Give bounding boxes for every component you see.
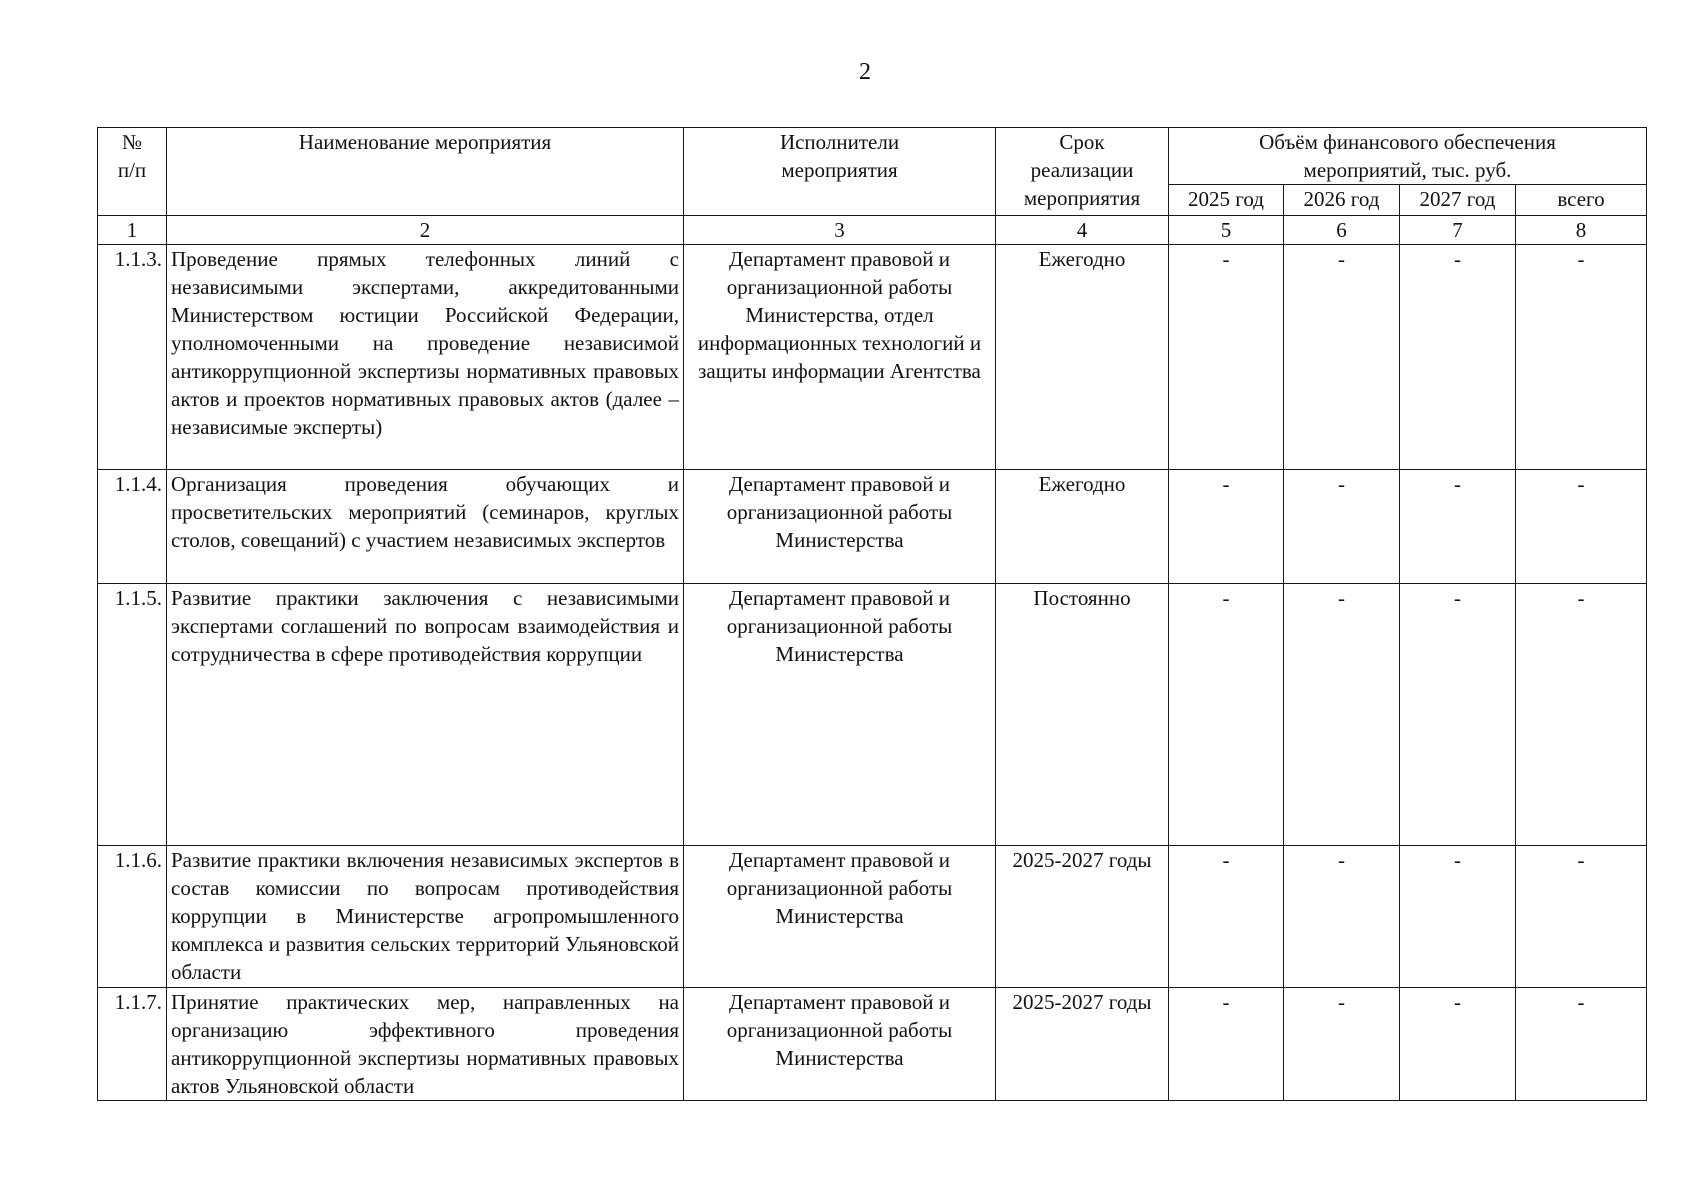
finance-2026: - <box>1284 470 1400 584</box>
measure-term: Ежегодно <box>996 470 1169 584</box>
finance-2027: - <box>1400 584 1516 846</box>
measure-executors: Департамент правовой и организационной работы Министерства <box>684 988 996 1101</box>
measure-executors: Департамент правовой и организационной работы Министерства <box>684 584 996 846</box>
measure-term: 2025-2027 годы <box>996 846 1169 988</box>
column-number: 2 <box>167 216 684 245</box>
measure-executors: Департамент правовой и организационной работы Министерства <box>684 846 996 988</box>
finance-total: - <box>1516 584 1647 846</box>
column-number: 3 <box>684 216 996 245</box>
table-row <box>98 988 1647 1101</box>
table-row <box>98 584 1647 846</box>
measure-name: Проведение прямых телефонных линий с независимыми экспертами, аккредитованными Министерством юстиции Российской Федерации, уполномоченными на проведение независимой антикоррупционной экспертизы нормативных правовых актов и проектов нормативных правовых актов (далее – независимые эксперты) <box>167 245 684 470</box>
finance-2025: - <box>1169 584 1284 846</box>
header-executors: Исполнители мероприятия <box>684 128 996 216</box>
column-number: 1 <box>98 216 167 245</box>
finance-2027: - <box>1400 245 1516 470</box>
measure-executors: Департамент правовой и организационной работы Министерства <box>684 470 996 584</box>
header-term: Срок реализации мероприятия <box>996 128 1169 216</box>
column-number: 4 <box>996 216 1169 245</box>
finance-2026: - <box>1284 245 1400 470</box>
table-row <box>98 846 1647 988</box>
finance-2027: - <box>1400 988 1516 1101</box>
row-number: 1.1.4. <box>98 470 167 584</box>
row-number: 1.1.5. <box>98 584 167 846</box>
measure-name: Развитие практики включения независимых экспертов в состав комиссии по вопросам противодействия коррупции в Министерстве агропромышленного комплекса и развития сельских территорий Ульяновской области <box>167 846 684 988</box>
row-number: 1.1.7. <box>98 988 167 1101</box>
finance-total: - <box>1516 470 1647 584</box>
column-numbers-row <box>98 216 1647 245</box>
measure-name: Принятие практических мер, направленных на организацию эффективного проведения антикоррупционной экспертизы нормативных правовых актов Ульяновской области <box>167 988 684 1101</box>
header-finance: Объём финансового обеспечения мероприятий, тыс. руб. <box>1169 128 1647 185</box>
finance-2026: - <box>1284 988 1400 1101</box>
row-number: 1.1.6. <box>98 846 167 988</box>
column-number: 7 <box>1400 216 1516 245</box>
measure-term: Ежегодно <box>996 245 1169 470</box>
finance-2025: - <box>1169 988 1284 1101</box>
table-row <box>98 245 1647 470</box>
table-row <box>98 470 1647 584</box>
header-total: всего <box>1516 185 1647 216</box>
header-2026: 2026 год <box>1284 185 1400 216</box>
measure-term: 2025-2027 годы <box>996 988 1169 1101</box>
measures-table <box>97 127 1647 1101</box>
finance-total: - <box>1516 245 1647 470</box>
header-2025: 2025 год <box>1169 185 1284 216</box>
finance-2027: - <box>1400 470 1516 584</box>
measure-name: Организация проведения обучающих и просветительских мероприятий (семинаров, круглых столов, совещаний) с участием независимых экспертов <box>167 470 684 584</box>
measure-executors: Департамент правовой и организационной работы Министерства, отдел информационных технологий и защиты информации Агентства <box>684 245 996 470</box>
finance-2026: - <box>1284 584 1400 846</box>
page-number: 2 <box>859 59 871 85</box>
finance-2027: - <box>1400 846 1516 988</box>
measure-name: Развитие практики заключения с независимыми экспертами соглашений по вопросам взаимодействия и сотрудничества в сфере противодействия коррупции <box>167 584 684 846</box>
finance-2026: - <box>1284 846 1400 988</box>
finance-total: - <box>1516 846 1647 988</box>
finance-2025: - <box>1169 470 1284 584</box>
row-number: 1.1.3. <box>98 245 167 470</box>
column-number: 5 <box>1169 216 1284 245</box>
column-number: 8 <box>1516 216 1647 245</box>
measure-term: Постоянно <box>996 584 1169 846</box>
header-num: № п/п <box>98 128 167 216</box>
header-row <box>98 128 1647 185</box>
finance-2025: - <box>1169 846 1284 988</box>
finance-2025: - <box>1169 245 1284 470</box>
column-number: 6 <box>1284 216 1400 245</box>
header-2027: 2027 год <box>1400 185 1516 216</box>
header-name: Наименование мероприятия <box>167 128 684 216</box>
finance-total: - <box>1516 988 1647 1101</box>
